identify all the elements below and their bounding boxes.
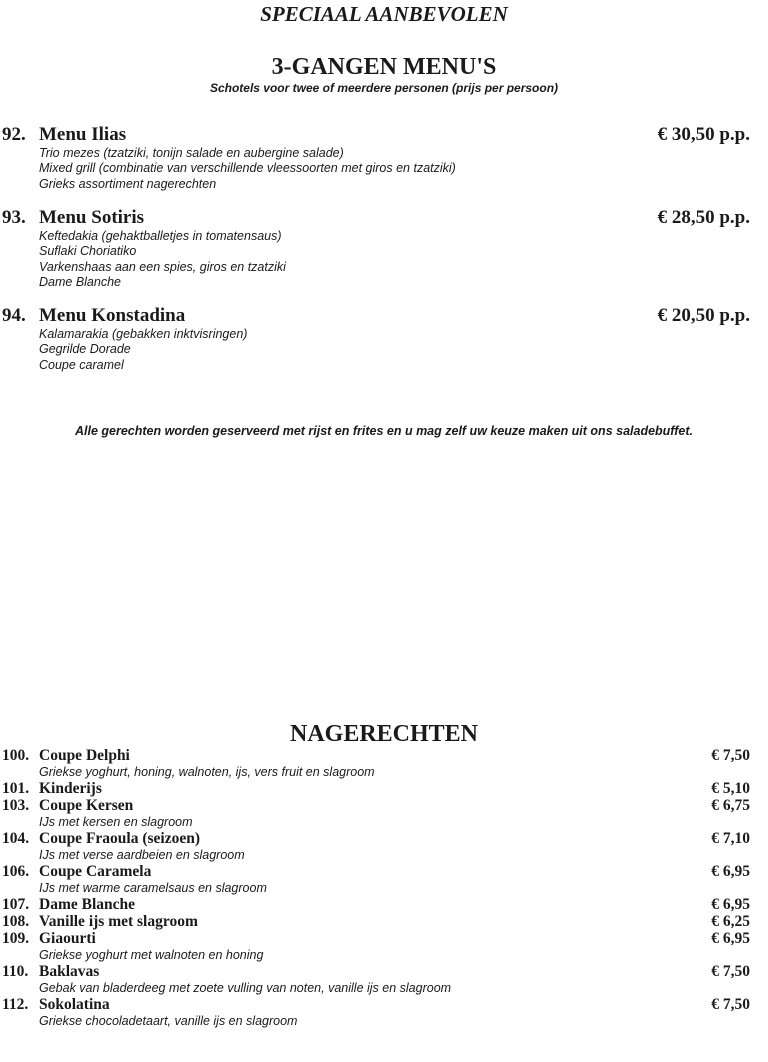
dessert-list (0, 747, 768, 1029)
dessert-item (0, 863, 768, 896)
dessert-item (0, 963, 768, 996)
menu-name: Menu Sotiris (39, 207, 145, 228)
dessert-price: € 7,50 (711, 747, 750, 764)
menu-course: Mixed grill (combinatie van verschillende vleessoorten met giros en tzatziki) (39, 161, 456, 176)
dessert-description: IJs met kersen en slagroom (39, 815, 193, 829)
dessert-price: € 6,75 (711, 797, 750, 814)
section-subtitle: Schotels voor twee of meerdere personen (prijs per persoon) (209, 81, 559, 95)
menu-number: 92. (2, 124, 26, 145)
dessert-description: Griekse chocoladetaart, vanille ijs en slagroom (39, 1014, 298, 1028)
dessert-name: Kinderijs (39, 780, 102, 797)
menu-price: € 30,50 p.p. (657, 124, 750, 145)
dessert-name: Coupe Kersen (39, 797, 134, 814)
dessert-name: Sokolatina (39, 996, 110, 1013)
menu-course: Grieks assortiment nagerechten (39, 176, 217, 191)
menu-number: 94. (2, 305, 26, 326)
menu-course: Coupe caramel (39, 357, 124, 372)
dessert-item (0, 930, 768, 963)
dessert-item (0, 797, 768, 830)
menu-price: € 20,50 p.p. (657, 305, 750, 326)
dessert-description: Gebak van bladerdeeg met zoete vulling van noten, vanille ijs en slagroom (39, 981, 452, 995)
dessert-name: Coupe Fraoula (seizoen) (39, 830, 201, 847)
menu-price: € 28,50 p.p. (657, 207, 750, 228)
dessert-price: € 6,95 (711, 863, 750, 880)
dessert-name: Dame Blanche (39, 896, 136, 913)
dessert-item (0, 996, 768, 1029)
serving-note: Alle gerechten worden geserveerd met rijst en frites en u mag zelf uw keuze maken uit ons saladebuffet. (74, 424, 693, 438)
dessert-name: Coupe Caramela (39, 863, 152, 880)
dessert-description: Griekse yoghurt met walnoten en honing (39, 948, 264, 962)
dessert-price: € 7,50 (711, 963, 750, 980)
menu-item-konstadina (0, 305, 768, 373)
menu-name: Menu Konstadina (39, 305, 186, 326)
dessert-number: 107. (2, 896, 30, 913)
menu-course: Gegrilde Dorade (39, 342, 131, 357)
dessert-name: Vanille ijs met slagroom (39, 913, 198, 930)
dessert-price: € 7,50 (711, 996, 750, 1013)
dessert-number: 110. (2, 963, 29, 980)
dessert-name: Baklavas (39, 963, 100, 980)
menu-course: Keftedakia (gehaktballetjes in tomatensaus) (39, 229, 282, 243)
dessert-number: 101. (2, 780, 30, 797)
menu-course: Dame Blanche (39, 274, 121, 289)
page-title: SPECIAAL AANBEVOLEN (260, 2, 508, 26)
menu-item-ilias (0, 124, 768, 192)
dessert-description: IJs met warme caramelsaus en slagroom (39, 881, 267, 895)
dessert-name: Giaourti (39, 930, 96, 947)
dessert-price: € 5,10 (711, 780, 750, 797)
dessert-description: Griekse yoghurt, honing, walnoten, ijs, vers fruit en slagroom (39, 765, 375, 779)
dessert-number: 100. (2, 747, 30, 764)
dessert-price: € 6,95 (711, 896, 750, 913)
menu-name: Menu Ilias (39, 124, 127, 145)
dessert-number: 106. (2, 863, 30, 880)
dessert-item (0, 896, 768, 913)
dessert-number: 109. (2, 930, 30, 947)
dessert-name: Coupe Delphi (39, 747, 130, 764)
dessert-number: 104. (2, 830, 30, 847)
dessert-price: € 6,95 (711, 930, 750, 947)
section-title-desserts: NAGERECHTEN (289, 721, 479, 747)
menu-course: Trio mezes (tzatziki, tonijn salade en aubergine salade) (39, 146, 344, 160)
dessert-number: 112. (2, 996, 29, 1013)
dessert-item (0, 780, 768, 797)
section-title-menus: 3-GANGEN MENU'S (271, 54, 497, 80)
dessert-number: 103. (2, 797, 30, 814)
menu-number: 93. (2, 207, 26, 228)
menu-course: Kalamarakia (gebakken inktvisringen) (39, 327, 248, 341)
dessert-price: € 6,25 (711, 913, 750, 930)
menu-course: Suflaki Choriatiko (39, 244, 137, 259)
menu-item-sotiris (0, 207, 768, 290)
menu-course: Varkenshaas aan een spies, giros en tzatziki (39, 259, 286, 274)
dessert-description: IJs met verse aardbeien en slagroom (39, 848, 245, 862)
dessert-item (0, 913, 768, 930)
dessert-item (0, 747, 768, 780)
dessert-number: 108. (2, 913, 30, 930)
dessert-item (0, 830, 768, 863)
dessert-price: € 7,10 (711, 830, 750, 847)
